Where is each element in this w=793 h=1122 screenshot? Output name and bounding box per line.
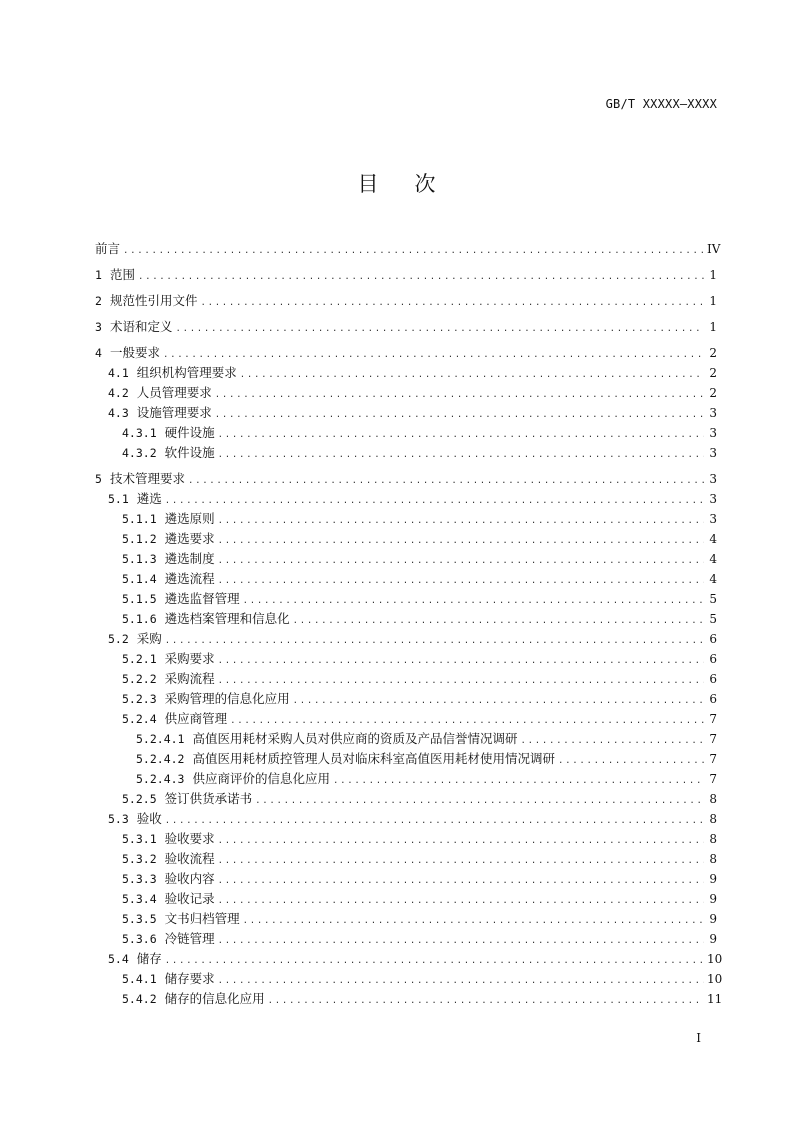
toc-entry[interactable] [95,403,717,423]
toc-entry-page: 9 [709,892,717,906]
toc-entry-page: 6 [709,632,717,646]
dot-leader [165,491,704,511]
toc-entry-label: 软件设施 [164,445,215,460]
toc-entry-number: 5.2.2 [122,672,157,686]
dot-leader [218,651,704,671]
toc-entry[interactable] [95,443,717,463]
toc-entry-page: 5 [709,592,717,606]
dot-leader [218,571,704,591]
toc-entry-label: 供应商管理 [164,711,228,726]
dot-leader [218,671,704,691]
toc-entry[interactable] [95,729,717,749]
dot-leader [175,319,704,339]
dot-leader [215,405,704,425]
toc-entry-number: 5.4.2 [122,992,157,1006]
toc-entry-number: 5 [95,472,102,486]
toc-entry-label: 采购流程 [164,671,215,686]
toc-entry-page: 2 [709,366,717,380]
dot-leader [558,751,704,771]
toc-entry-label: 储存 [136,951,162,966]
dot-leader [293,691,704,711]
toc-entry-page: 4 [709,532,717,546]
toc-entry[interactable] [95,343,717,363]
dot-leader [165,951,704,971]
toc-entry-number: 4.1 [108,366,129,380]
toc-entry[interactable] [95,829,717,849]
toc-entry-page: IV [707,242,721,256]
toc-entry-page: 6 [709,672,717,686]
toc-entry-page: 6 [709,692,717,706]
toc-entry[interactable] [95,809,717,829]
dot-leader [165,811,704,831]
dot-leader [218,971,704,991]
toc-entry-number: 5.2.3 [122,692,157,706]
toc-entry-number: 5.1.1 [122,512,157,526]
toc-entry-label: 遴选制度 [164,551,215,566]
toc-entry-number: 5.1.6 [122,612,157,626]
toc-entry[interactable] [95,589,717,609]
toc-entry[interactable] [95,689,717,709]
toc-entry-number: 5.2.1 [122,652,157,666]
toc-entry-page: 9 [709,932,717,946]
toc-entry-label: 验收流程 [164,851,215,866]
toc-entry-label: 遴选档案管理和信息化 [164,611,290,626]
toc-entry-number: 5.2.5 [122,792,157,806]
dot-leader [200,293,704,313]
toc-entry-page: 6 [709,652,717,666]
toc-entry-number: 5.4.1 [122,972,157,986]
dot-leader [218,531,704,551]
toc-entry-label: 采购 [136,631,162,646]
dot-leader [243,911,704,931]
standard-code: GB/T XXXXX—XXXX [605,97,717,111]
toc-entry[interactable] [95,529,717,549]
toc-entry[interactable] [95,849,717,869]
toc-entry-number: 5.2 [108,632,129,646]
toc-entry-label: 硬件设施 [164,425,215,440]
toc-entry-number: 5.4 [108,952,129,966]
toc-entry-label: 遴选 [136,491,162,506]
toc-entry[interactable] [95,769,717,789]
toc-entry[interactable] [95,609,717,629]
dot-leader [218,831,704,851]
toc-entry-number: 5.2.4.3 [136,772,185,786]
toc-entry[interactable] [95,949,723,969]
toc-entry-number: 5.1 [108,492,129,506]
dot-leader [188,471,704,491]
toc-entry-label: 冷链管理 [164,931,215,946]
toc-entry-page: 1 [709,268,717,282]
toc-entry[interactable] [95,709,717,729]
toc-entry-number: 5.3.1 [122,832,157,846]
toc-entry-number: 5.3.5 [122,912,157,926]
toc-entry-label: 储存要求 [164,971,215,986]
toc-entry[interactable] [95,363,717,383]
toc-entry-number: 4.2 [108,386,129,400]
toc-entry[interactable] [95,649,717,669]
dot-leader [218,871,704,891]
toc-entry-label: 设施管理要求 [136,405,212,420]
toc-entry-page: 3 [709,472,717,486]
dot-leader [218,851,704,871]
toc-entry[interactable] [95,423,717,443]
toc-entry-page: 10 [707,952,723,966]
toc-entry-page: 9 [709,912,717,926]
table-of-contents [95,239,723,1009]
toc-entry-label: 组织机构管理要求 [136,365,237,380]
toc-entry-label: 遴选原则 [164,511,215,526]
toc-entry[interactable] [95,317,717,337]
dot-leader [218,425,704,445]
toc-entry[interactable] [95,239,721,259]
toc-entry-page: 7 [709,712,717,726]
toc-entry-label: 验收要求 [164,831,215,846]
toc-entry-page: 2 [709,346,717,360]
toc-entry-page: 8 [709,792,717,806]
toc-entry-label: 遴选要求 [164,531,215,546]
toc-entry-page: 3 [709,426,717,440]
toc-entry-number: 5.3 [108,812,129,826]
dot-leader [268,991,704,1011]
toc-entry-number: 5.3.2 [122,852,157,866]
dot-leader [218,931,704,951]
toc-entry-number: 3 [95,320,102,334]
toc-entry-page: 4 [709,552,717,566]
toc-entry-label: 范围 [109,267,135,282]
toc-entry-label: 签订供货承诺书 [164,791,253,806]
toc-entry-label: 文书归档管理 [164,911,240,926]
toc-title [0,168,793,198]
toc-entry-number: 5.1.3 [122,552,157,566]
toc-entry-page: 3 [709,492,717,506]
toc-entry-page: 5 [709,612,717,626]
toc-entry[interactable] [95,969,723,989]
toc-entry[interactable] [95,889,717,909]
toc-entry-page: 7 [709,732,717,746]
toc-entry[interactable] [95,749,717,769]
dot-leader [218,551,704,571]
toc-entry[interactable] [95,989,723,1009]
toc-entry[interactable] [95,629,717,649]
toc-entry[interactable] [95,909,717,929]
dot-leader [230,711,704,731]
toc-entry[interactable] [95,265,717,285]
toc-entry-number: 4.3.2 [122,446,157,460]
toc-entry-page: 3 [709,406,717,420]
dot-leader [255,791,704,811]
toc-entry-number: 4 [95,346,102,360]
toc-entry-page: 8 [709,812,717,826]
toc-entry-page: 7 [709,772,717,786]
dot-leader [165,631,704,651]
toc-entry-number: 5.1.4 [122,572,157,586]
toc-entry-label: 高值医用耗材质控管理人员对临床科室高值医用耗材使用情况调研 [192,751,555,766]
dot-leader [218,511,704,531]
toc-entry-label: 验收记录 [164,891,215,906]
toc-entry[interactable] [95,509,717,529]
dot-leader [215,385,704,405]
toc-entry-label: 验收内容 [164,871,215,886]
toc-entry-label: 验收 [136,811,162,826]
toc-entry[interactable] [95,669,717,689]
toc-entry-number: 2 [95,294,102,308]
toc-entry-label: 前言 [95,241,121,256]
toc-entry-label: 一般要求 [109,345,160,360]
toc-entry-label: 高值医用耗材采购人员对供应商的资质及产品信誉情况调研 [192,731,518,746]
toc-entry-label: 术语和定义 [109,319,173,334]
toc-entry[interactable] [95,469,717,489]
toc-title-part1: 目 [357,172,379,196]
toc-entry-number: 5.2.4.1 [136,732,185,746]
toc-entry-label: 采购要求 [164,651,215,666]
toc-entry-label: 遴选流程 [164,571,215,586]
toc-entry-page: 3 [709,512,717,526]
toc-entry[interactable] [95,291,717,311]
toc-entry-number: 5.2.4.2 [136,752,185,766]
toc-entry-page: 1 [709,320,717,334]
toc-entry-number: 4.3.1 [122,426,157,440]
dot-leader [240,365,704,385]
page-number: I [696,1031,701,1045]
toc-entry[interactable] [95,549,717,569]
dot-leader [520,731,704,751]
toc-entry-page: 7 [709,752,717,766]
toc-entry-page: 11 [707,992,723,1006]
toc-entry-label: 遴选监督管理 [164,591,240,606]
toc-entry-page: 9 [709,872,717,886]
toc-entry-page: 10 [707,972,723,986]
toc-title-part2: 次 [414,172,436,196]
toc-entry-label: 储存的信息化应用 [164,991,265,1006]
dot-leader [243,591,704,611]
dot-leader [218,445,704,465]
toc-entry-page: 8 [709,852,717,866]
toc-entry-page: 1 [709,294,717,308]
dot-leader [218,891,704,911]
toc-entry-page: 3 [709,446,717,460]
toc-entry[interactable] [95,929,717,949]
toc-entry-page: 4 [709,572,717,586]
dot-leader [123,241,704,261]
toc-entry-number: 5.3.4 [122,892,157,906]
toc-entry-number: 1 [95,268,102,282]
toc-entry[interactable] [95,869,717,889]
toc-entry-label: 人员管理要求 [136,385,212,400]
dot-leader [293,611,704,631]
toc-entry-number: 5.3.3 [122,872,157,886]
toc-entry-label: 技术管理要求 [109,471,185,486]
dot-leader [138,267,704,287]
toc-entry-page: 2 [709,386,717,400]
toc-entry-number: 5.3.6 [122,932,157,946]
toc-entry[interactable] [95,789,717,809]
toc-entry-page: 8 [709,832,717,846]
dot-leader [333,771,704,791]
toc-entry-number: 5.2.4 [122,712,157,726]
toc-entry-number: 5.1.2 [122,532,157,546]
toc-entry-number: 4.3 [108,406,129,420]
toc-entry-label: 规范性引用文件 [109,293,198,308]
toc-entry-label: 供应商评价的信息化应用 [192,771,330,786]
toc-entry-label: 采购管理的信息化应用 [164,691,290,706]
dot-leader [163,345,704,365]
toc-entry-number: 5.1.5 [122,592,157,606]
toc-entry[interactable] [95,569,717,589]
toc-entry[interactable] [95,489,717,509]
toc-entry[interactable] [95,383,717,403]
